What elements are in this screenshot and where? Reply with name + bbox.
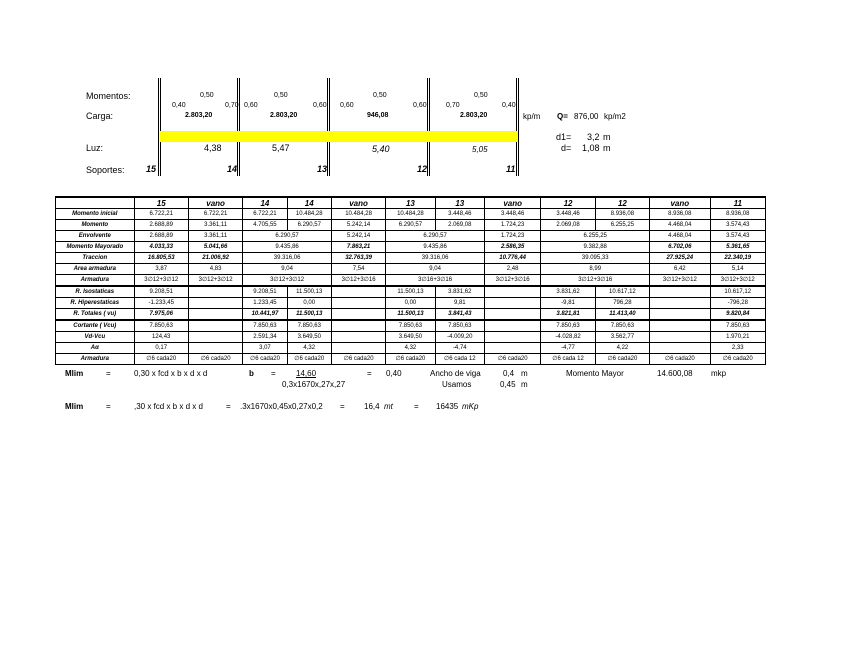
table-cell: ∅6 cada20 xyxy=(595,354,649,365)
table-cell: 5.041,66 xyxy=(188,242,242,253)
table-cell: 1.724,23 xyxy=(484,231,540,242)
momentos-label: Momentos: xyxy=(86,91,131,101)
d1-label: d1= xyxy=(556,132,572,142)
table-cell: ∅6 cada 12 xyxy=(541,354,595,365)
coef-mid: 0,50 xyxy=(274,92,288,99)
row-label: R. Hiperestaticas xyxy=(56,298,135,309)
column-header: vano xyxy=(331,197,385,209)
table-cell: 5,14 xyxy=(710,264,765,275)
span-load: 2.803,20 xyxy=(270,112,298,119)
table-cell: 3∅12+3∅12 xyxy=(650,275,710,287)
table-cell: ∅6 cada 12 xyxy=(435,354,484,365)
table-cell: 7.850,63 xyxy=(595,320,649,332)
table-cell xyxy=(484,332,540,343)
mlim-expression: 0,30 x fcd x b x d x d xyxy=(134,369,208,378)
table-cell: 3∅12+3∅12 xyxy=(188,275,242,287)
table-cell: 3∅12+3∅16 xyxy=(484,275,540,287)
table-row xyxy=(56,231,766,242)
support-bar xyxy=(158,78,161,176)
table-cell: 2.688,89 xyxy=(134,220,188,231)
table-cell: 2,33 xyxy=(710,343,765,354)
table-cell: 3.831,62 xyxy=(435,286,484,298)
table-cell: 3,87 xyxy=(134,264,188,275)
table-cell: 3.841,43 xyxy=(435,309,484,321)
result-unit: mt xyxy=(384,402,393,411)
luz-label: Luz: xyxy=(86,143,104,153)
coef-left: 0,70 xyxy=(446,102,460,109)
table-cell xyxy=(484,309,540,321)
table-cell: 2.591,34 xyxy=(243,332,287,343)
table-cell: 8,99 xyxy=(541,264,650,275)
row-label: Armadura xyxy=(56,354,135,365)
table-cell: 3.574,43 xyxy=(710,220,765,231)
table-cell: 27.925,24 xyxy=(650,253,710,264)
table-cell xyxy=(188,332,242,343)
d-value: 1,08 xyxy=(582,143,600,153)
column-header: 13 xyxy=(435,197,484,209)
table-cell: 10.484,28 xyxy=(386,209,435,220)
table-cell: 3∅12+3∅12 xyxy=(710,275,765,287)
table-cell: 6.290,57 xyxy=(287,220,331,231)
row-label: Area armadura xyxy=(56,264,135,275)
table-cell: 11.413,40 xyxy=(595,309,649,321)
row-label: Envolvente xyxy=(56,231,135,242)
b-value: 0,40 xyxy=(386,369,402,378)
coef-right: 0,40 xyxy=(502,102,516,109)
table-cell: 7,54 xyxy=(331,264,385,275)
table-cell: 22.340,19 xyxy=(710,253,765,264)
table-cell: 4,32 xyxy=(386,343,435,354)
table-row xyxy=(56,320,766,332)
span-length: 5,05 xyxy=(472,145,488,154)
table-cell: ∅6 cada20 xyxy=(710,354,765,365)
table-cell: 6.255,25 xyxy=(541,231,650,242)
table-cell: 10.484,28 xyxy=(287,209,331,220)
table-cell: 1.970,21 xyxy=(710,332,765,343)
column-header: 13 xyxy=(386,197,435,209)
row-label: Momento inicial xyxy=(56,209,135,220)
mlim-label: Mlim xyxy=(65,369,84,378)
momento-mayor-label: Momento Mayor xyxy=(566,369,624,378)
table-cell: 6.722,21 xyxy=(243,209,287,220)
table-cell: 4.468,04 xyxy=(650,220,710,231)
table-cell: 6.290,57 xyxy=(243,231,332,242)
table-cell xyxy=(650,343,710,354)
table-cell: ∅6 cada20 xyxy=(386,354,435,365)
table-cell: 7.850,63 xyxy=(243,320,287,332)
table-cell: -4.028,82 xyxy=(541,332,595,343)
table-cell: 11.500,13 xyxy=(386,309,435,321)
table-cell: 0,00 xyxy=(386,298,435,309)
table-cell: 3∅12+3∅12 xyxy=(243,275,332,287)
table-cell: 5.242,14 xyxy=(331,231,385,242)
equals-sign: = xyxy=(367,369,372,378)
carga-label: Carga: xyxy=(86,111,114,121)
coef-right: 0,60 xyxy=(313,102,327,109)
table-cell: 7.850,63 xyxy=(287,320,331,332)
mlim-label: Mlim xyxy=(65,402,84,411)
row-label: R. Isostaticas xyxy=(56,286,135,298)
row-label: Cortante ( Vcu) xyxy=(56,320,135,332)
table-cell: 5.242,14 xyxy=(331,220,385,231)
table-cell: 2.688,89 xyxy=(134,231,188,242)
table-cell: 9.382,88 xyxy=(541,242,650,253)
coef-left: 0,60 xyxy=(340,102,354,109)
column-header: vano xyxy=(188,197,242,209)
equals-sign: = xyxy=(226,402,231,411)
momento-mayor-value: 14.600,08 xyxy=(657,369,693,378)
column-header: vano xyxy=(484,197,540,209)
d1-unit: m xyxy=(603,132,611,142)
table-cell: 8.936,08 xyxy=(650,209,710,220)
table-cell: 10.441,97 xyxy=(243,309,287,321)
table-cell: 3.821,81 xyxy=(541,309,595,321)
table-cell: 3.448,46 xyxy=(541,209,595,220)
ancho-label: Ancho de viga xyxy=(430,369,481,378)
table-cell xyxy=(331,332,385,343)
table-cell: ∅6 cada20 xyxy=(287,354,331,365)
equals-sign: = xyxy=(106,369,111,378)
table-cell: 5.361,65 xyxy=(710,242,765,253)
table-cell xyxy=(484,286,540,298)
table-cell: 39.316,06 xyxy=(386,253,485,264)
table-cell xyxy=(650,298,710,309)
table-cell: 11.500,13 xyxy=(386,286,435,298)
row-label: Momento Mayorado xyxy=(56,242,135,253)
usamos-label: Usamos xyxy=(442,380,472,389)
table-cell: 3.361,11 xyxy=(188,220,242,231)
usamos-unit: m xyxy=(521,380,528,389)
q-value: 876,00 xyxy=(574,112,599,121)
table-cell xyxy=(484,343,540,354)
table-cell: 21.006,92 xyxy=(188,253,242,264)
table-cell: 39.095,33 xyxy=(541,253,650,264)
table-cell: 3.831,62 xyxy=(541,286,595,298)
table-cell: 6,42 xyxy=(650,264,710,275)
support-number: 11 xyxy=(506,164,516,174)
equals-sign: = xyxy=(414,402,419,411)
soportes-label: Soportes: xyxy=(86,165,125,175)
table-cell: 3∅12+3∅16 xyxy=(541,275,650,287)
table-cell: 0,00 xyxy=(287,298,331,309)
ancho-value: 0,4 xyxy=(503,369,515,378)
equals-sign: = xyxy=(271,369,276,378)
table-cell: 9.820,84 xyxy=(710,309,765,321)
table-cell: 8.936,08 xyxy=(595,209,649,220)
table-header-row xyxy=(56,197,766,209)
table-cell: 9,04 xyxy=(386,264,485,275)
table-cell: -4,77 xyxy=(541,343,595,354)
support-number: 15 xyxy=(146,164,157,174)
table-cell: 9.435,86 xyxy=(243,242,332,253)
table-cell xyxy=(650,286,710,298)
fraction-numerator: 14,60 xyxy=(296,369,317,378)
coef-left: 0,40 xyxy=(172,102,186,109)
table-cell: 11.500,13 xyxy=(287,309,331,321)
table-cell xyxy=(650,332,710,343)
equals-sign: = xyxy=(340,402,345,411)
support-bar xyxy=(327,78,330,176)
support-bar xyxy=(427,78,430,176)
table-cell: 10.776,44 xyxy=(484,253,540,264)
column-header: vano xyxy=(650,197,710,209)
table-cell: 124,43 xyxy=(134,332,188,343)
row-label: Vd-Vcu xyxy=(56,332,135,343)
column-header: 14 xyxy=(287,197,331,209)
results-table xyxy=(55,196,766,365)
table-cell xyxy=(188,343,242,354)
table-cell: ∅6 cada20 xyxy=(134,354,188,365)
table-cell: 7.975,06 xyxy=(134,309,188,321)
table-cell: 9.208,51 xyxy=(134,286,188,298)
table-cell xyxy=(188,309,242,321)
table-cell: ∅6 cada20 xyxy=(243,354,287,365)
table-cell xyxy=(188,286,242,298)
coef-mid: 0,50 xyxy=(474,92,488,99)
table-cell: -4,74 xyxy=(435,343,484,354)
table-cell: 4.705,55 xyxy=(243,220,287,231)
d-label: d= xyxy=(561,143,572,153)
table-cell: 4.468,04 xyxy=(650,231,710,242)
table-cell xyxy=(331,343,385,354)
table-cell: 16.805,53 xyxy=(134,253,188,264)
column-header: 11 xyxy=(710,197,765,209)
table-cell xyxy=(484,298,540,309)
table-cell: 8.936,08 xyxy=(710,209,765,220)
table-cell xyxy=(188,298,242,309)
table-cell xyxy=(188,320,242,332)
column-header: 12 xyxy=(595,197,649,209)
table-cell: -1.233,45 xyxy=(134,298,188,309)
table-cell: 4.033,33 xyxy=(134,242,188,253)
q-label: Q= xyxy=(557,112,568,121)
table-cell: 3∅16+3∅16 xyxy=(386,275,485,287)
column-header: 12 xyxy=(541,197,595,209)
table-cell: 1.724,23 xyxy=(484,220,540,231)
table-cell: 6.290,57 xyxy=(386,220,435,231)
table-cell: 4,83 xyxy=(188,264,242,275)
table-cell xyxy=(650,309,710,321)
span-length: 4,38 xyxy=(204,143,222,153)
table-cell: 9.208,51 xyxy=(243,286,287,298)
table-cell: 3∅12+3∅16 xyxy=(331,275,385,287)
table-row xyxy=(56,298,766,309)
result-value-kp: 16435 xyxy=(436,402,459,411)
table-cell: 6.722,21 xyxy=(134,209,188,220)
table-cell xyxy=(331,320,385,332)
table-cell: ∅6 cada20 xyxy=(331,354,385,365)
table-cell: 2.069,08 xyxy=(541,220,595,231)
ancho-unit: m xyxy=(521,369,528,378)
column-header: 14 xyxy=(243,197,287,209)
fraction-denominator: 0,3x1670x,27x,27 xyxy=(282,380,346,389)
result-value: 16,4 xyxy=(364,402,380,411)
table-cell: 3.649,50 xyxy=(287,332,331,343)
table-cell: 3.448,46 xyxy=(484,209,540,220)
table-cell: 7.850,63 xyxy=(541,320,595,332)
d1-value: 3,2 xyxy=(587,132,600,142)
table-cell: 3.361,11 xyxy=(188,231,242,242)
table-cell: 4,32 xyxy=(287,343,331,354)
table-cell: 7.850,63 xyxy=(710,320,765,332)
table-cell: 10.484,28 xyxy=(331,209,385,220)
table-cell: 9.435,86 xyxy=(386,242,485,253)
table-cell: 1.233,45 xyxy=(243,298,287,309)
table-cell xyxy=(650,320,710,332)
support-number: 13 xyxy=(317,164,328,174)
table-cell: 7.850,63 xyxy=(386,320,435,332)
coef-mid: 0,50 xyxy=(373,92,387,99)
support-number: 12 xyxy=(417,164,428,174)
b-label: b xyxy=(249,369,254,378)
table-cell: 9,81 xyxy=(435,298,484,309)
momento-mayor-unit: mkp xyxy=(711,369,727,378)
table-cell: 7.850,63 xyxy=(134,320,188,332)
coef-left: 0,60 xyxy=(244,102,258,109)
load-band xyxy=(160,131,518,142)
row-label: Aα xyxy=(56,343,135,354)
row-label: R. Totales ( vu) xyxy=(56,309,135,321)
table-cell: 3.574,43 xyxy=(710,231,765,242)
table-row xyxy=(56,286,766,298)
table-cell: 7.850,63 xyxy=(435,320,484,332)
table-cell: 7.863,21 xyxy=(331,242,385,253)
usamos-value: 0,45 xyxy=(500,380,516,389)
span-length: 5,40 xyxy=(372,144,390,154)
table-cell: 3.448,46 xyxy=(435,209,484,220)
table-cell: 3∅12+3∅12 xyxy=(134,275,188,287)
table-row xyxy=(56,332,766,343)
equals-sign: = xyxy=(106,402,111,411)
table-cell: 0,17 xyxy=(134,343,188,354)
q-unit: kp/m2 xyxy=(604,112,626,121)
table-cell: 9,04 xyxy=(243,264,332,275)
mlim-calculation: .3x1670x0,45x0,27x0,2 xyxy=(240,402,323,411)
table-cell: ∅6 cada20 xyxy=(188,354,242,365)
coef-mid: 0,50 xyxy=(200,92,214,99)
table-cell: -9,81 xyxy=(541,298,595,309)
span-load: 2.803,20 xyxy=(185,112,213,119)
table-cell: 10.617,12 xyxy=(595,286,649,298)
column-header: 15 xyxy=(134,197,188,209)
row-label: Armadura xyxy=(56,275,135,287)
span-load: 2.803,20 xyxy=(460,112,488,119)
table-cell: 3.562,77 xyxy=(595,332,649,343)
table-cell: ∅6 cada20 xyxy=(484,354,540,365)
table-row xyxy=(56,343,766,354)
row-label: Momento xyxy=(56,220,135,231)
table-cell: 3,07 xyxy=(243,343,287,354)
table-cell xyxy=(331,309,385,321)
table-cell xyxy=(331,298,385,309)
table-cell: 6.722,21 xyxy=(188,209,242,220)
table-row xyxy=(56,264,766,275)
table-row xyxy=(56,220,766,231)
span-length: 5,47 xyxy=(272,143,290,153)
table-cell: -4.009,20 xyxy=(435,332,484,343)
support-bar xyxy=(516,78,519,176)
table-cell: 2,48 xyxy=(484,264,540,275)
table-row xyxy=(56,354,766,365)
support-bar xyxy=(237,78,240,176)
row-label: Traccion xyxy=(56,253,135,264)
table-cell: 2.586,35 xyxy=(484,242,540,253)
coef-right: 0,70 xyxy=(225,102,239,109)
table-cell: 32.763,39 xyxy=(331,253,385,264)
load-unit: kp/m xyxy=(523,112,541,121)
table-cell: 39.316,06 xyxy=(243,253,332,264)
table-cell: 10.617,12 xyxy=(710,286,765,298)
table-cell: 2.069,08 xyxy=(435,220,484,231)
table-cell xyxy=(484,320,540,332)
mlim-expression: ,30 x fcd x b x d x d xyxy=(134,402,203,411)
table-row xyxy=(56,253,766,264)
coef-right: 0,60 xyxy=(413,102,427,109)
table-cell: -796,28 xyxy=(710,298,765,309)
table-cell: ∅6 cada20 xyxy=(650,354,710,365)
result-unit-kp: mKp xyxy=(462,402,479,411)
table-cell: 6.290,57 xyxy=(386,231,485,242)
table-cell: 6.255,25 xyxy=(595,220,649,231)
table-cell: 6.702,06 xyxy=(650,242,710,253)
d-unit: m xyxy=(603,143,611,153)
table-cell xyxy=(331,286,385,298)
support-number: 14 xyxy=(227,164,238,174)
table-row xyxy=(56,309,766,321)
table-cell: 11.500,13 xyxy=(287,286,331,298)
table-cell: 4,22 xyxy=(595,343,649,354)
table-cell: 3.649,50 xyxy=(386,332,435,343)
table-row xyxy=(56,275,766,287)
table-row xyxy=(56,209,766,220)
table-cell: 796,28 xyxy=(595,298,649,309)
span-load: 946,08 xyxy=(367,112,389,119)
column-header xyxy=(56,197,135,209)
table-row xyxy=(56,242,766,253)
